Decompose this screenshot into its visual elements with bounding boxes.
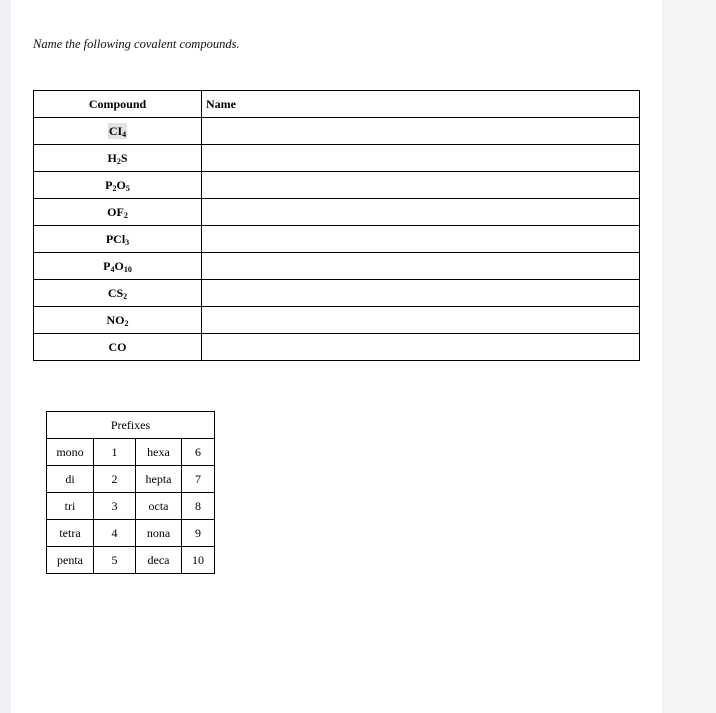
prefix-number: 6 (182, 439, 215, 466)
compound-formula (34, 253, 202, 280)
formula-subscript: 5 (125, 183, 130, 193)
table-row (34, 226, 640, 253)
name-cell[interactable] (202, 199, 640, 226)
formula-text (107, 313, 129, 327)
formula-element: OF (107, 204, 124, 219)
table-row (47, 547, 215, 574)
formula-element: P (103, 258, 111, 273)
table-row (47, 520, 215, 547)
formula-text (108, 286, 127, 300)
prefix-word: mono (47, 439, 94, 466)
document-page (11, 0, 662, 713)
formula-subscript: 3 (125, 237, 130, 247)
formula-element: O (114, 258, 124, 273)
prefix-word: penta (47, 547, 94, 574)
table-row (34, 199, 640, 226)
formula-element: CO (108, 339, 127, 354)
table-row (34, 118, 640, 145)
table-row (47, 466, 215, 493)
prefix-word: deca (136, 547, 182, 574)
table-row (47, 439, 215, 466)
compound-header: Compound (34, 91, 202, 118)
formula-subscript: 4 (110, 264, 115, 274)
formula-element: CS (107, 285, 124, 300)
name-cell[interactable] (202, 226, 640, 253)
name-cell[interactable] (202, 307, 640, 334)
prefix-number: 7 (182, 466, 215, 493)
formula-element: O (116, 177, 126, 192)
formula-text (103, 259, 132, 273)
compound-formula (34, 280, 202, 307)
table-row (34, 253, 640, 280)
formula-element: CI (108, 123, 123, 138)
formula-text (105, 178, 130, 192)
name-cell[interactable] (202, 145, 640, 172)
prefix-number: 3 (94, 493, 136, 520)
formula-element: NO (106, 312, 125, 327)
prefix-number: 4 (94, 520, 136, 547)
compound-formula (34, 334, 202, 361)
table-row (34, 280, 640, 307)
prefix-word: di (47, 466, 94, 493)
table-row (34, 334, 640, 361)
name-cell[interactable] (202, 280, 640, 307)
compound-formula (34, 199, 202, 226)
formula-element: H (107, 150, 117, 165)
compound-formula (34, 118, 202, 145)
formula-element: P (105, 177, 113, 192)
prefix-number: 1 (94, 439, 136, 466)
name-cell[interactable] (202, 253, 640, 280)
formula-text (108, 123, 127, 139)
table-row (34, 172, 640, 199)
prefix-table (46, 411, 215, 574)
name-cell[interactable] (202, 334, 640, 361)
compound-table (33, 90, 640, 361)
prefix-number: 8 (182, 493, 215, 520)
table-row (47, 493, 215, 520)
instruction-text: Name the following covalent compounds. (33, 37, 240, 51)
table-row (34, 307, 640, 334)
name-header: Name (202, 91, 640, 118)
formula-subscript: 2 (112, 183, 117, 193)
formula-subscript: 4 (122, 129, 127, 139)
name-cell[interactable] (202, 172, 640, 199)
formula-element: S (120, 150, 128, 165)
name-cell[interactable] (202, 118, 640, 145)
compound-table-header (34, 91, 640, 118)
prefix-word: tri (47, 493, 94, 520)
table-row (34, 145, 640, 172)
prefix-word: nona (136, 520, 182, 547)
formula-subscript: 2 (123, 291, 128, 301)
compound-formula (34, 172, 202, 199)
formula-subscript: 2 (116, 156, 121, 166)
formula-text (109, 340, 127, 354)
prefix-number: 5 (94, 547, 136, 574)
side-panel (664, 0, 716, 713)
compound-formula (34, 226, 202, 253)
prefix-number: 9 (182, 520, 215, 547)
formula-subscript: 10 (123, 264, 132, 274)
formula-text (107, 151, 127, 165)
prefix-word: hepta (136, 466, 182, 493)
prefix-number: 10 (182, 547, 215, 574)
formula-text (106, 232, 129, 246)
compound-formula (34, 307, 202, 334)
prefix-table-title: Prefixes (47, 412, 215, 439)
formula-element: PCl (105, 231, 126, 246)
prefix-number: 2 (94, 466, 136, 493)
prefix-word: tetra (47, 520, 94, 547)
prefix-word: octa (136, 493, 182, 520)
formula-subscript: 2 (123, 210, 128, 220)
formula-text (107, 205, 128, 219)
prefix-word: hexa (136, 439, 182, 466)
compound-formula (34, 145, 202, 172)
formula-subscript: 2 (124, 318, 129, 328)
